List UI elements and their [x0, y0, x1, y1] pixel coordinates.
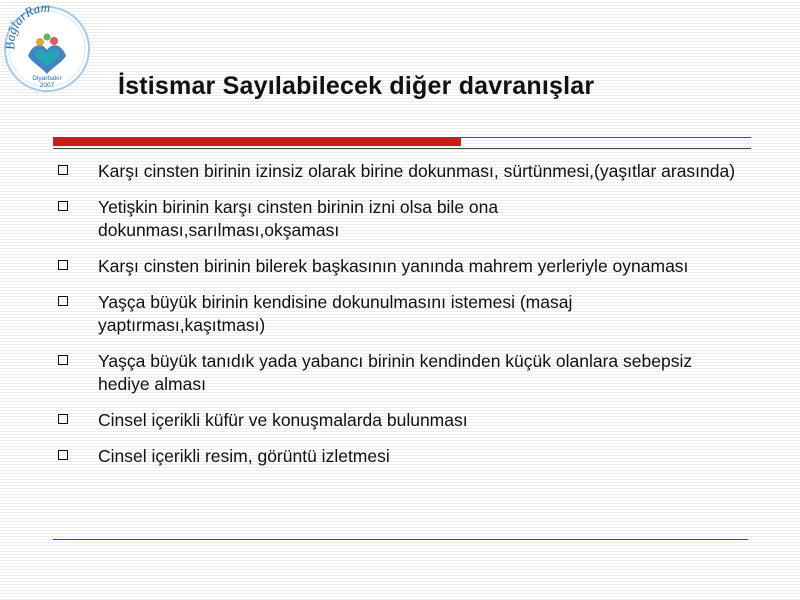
logo-city: Diyarbakır — [32, 75, 62, 82]
square-bullet-icon — [58, 296, 68, 306]
bullet-text: Cinsel içerikli küfür ve konuşmalarda bulunması — [98, 410, 468, 430]
square-bullet-icon — [58, 165, 68, 175]
square-bullet-icon — [58, 260, 68, 270]
slide-title: İstismar Sayılabilecek diğer davranışlar — [118, 72, 595, 100]
bullet-item — [58, 196, 788, 242]
bullet-item — [58, 255, 788, 278]
title-rule-red — [53, 137, 461, 146]
bullet-text: Yaşça büyük tanıdık yada yabancı birinin kendinden küçük olanlara sebepsiz hediye alması — [98, 351, 693, 394]
bullet-list — [58, 160, 788, 481]
baglar-ram-logo-icon — [2, 4, 92, 94]
logo-arc-textpath: BağlarRam — [2, 4, 51, 51]
bullet-item — [58, 409, 788, 432]
bullet-item — [58, 291, 788, 337]
bullet-text: Karşı cinsten birinin bilerek başkasının yanında mahrem yerleriyle oynaması — [98, 256, 689, 276]
bullet-text: Cinsel içerikli resim, görüntü izletmesi — [98, 446, 390, 466]
square-bullet-icon — [58, 450, 68, 460]
bullet-text: Karşı cinsten birinin izinsiz olarak birine dokunması, sürtünmesi,(yaşıtlar arasında) — [98, 161, 736, 181]
logo-year: 2007 — [39, 82, 55, 89]
bullet-item — [58, 160, 788, 183]
bullet-text: Yaşça büyük birinin kendisine dokunulmasını istemesi (masaj yaptırması,kaşıtması) — [98, 292, 573, 335]
footer-rule-red — [53, 539, 748, 540]
title-rule-dark — [53, 148, 751, 149]
bullet-item — [58, 445, 788, 468]
bullet-text: Yetişkin birinin karşı cinsten birinin izni olsa bile ona dokunması,sarılması,okşaması — [98, 197, 499, 240]
title-rule-red-thin — [461, 137, 751, 138]
square-bullet-icon — [58, 414, 68, 424]
square-bullet-icon — [58, 201, 68, 211]
logo — [2, 4, 92, 94]
bullet-item — [58, 350, 788, 396]
square-bullet-icon — [58, 355, 68, 365]
